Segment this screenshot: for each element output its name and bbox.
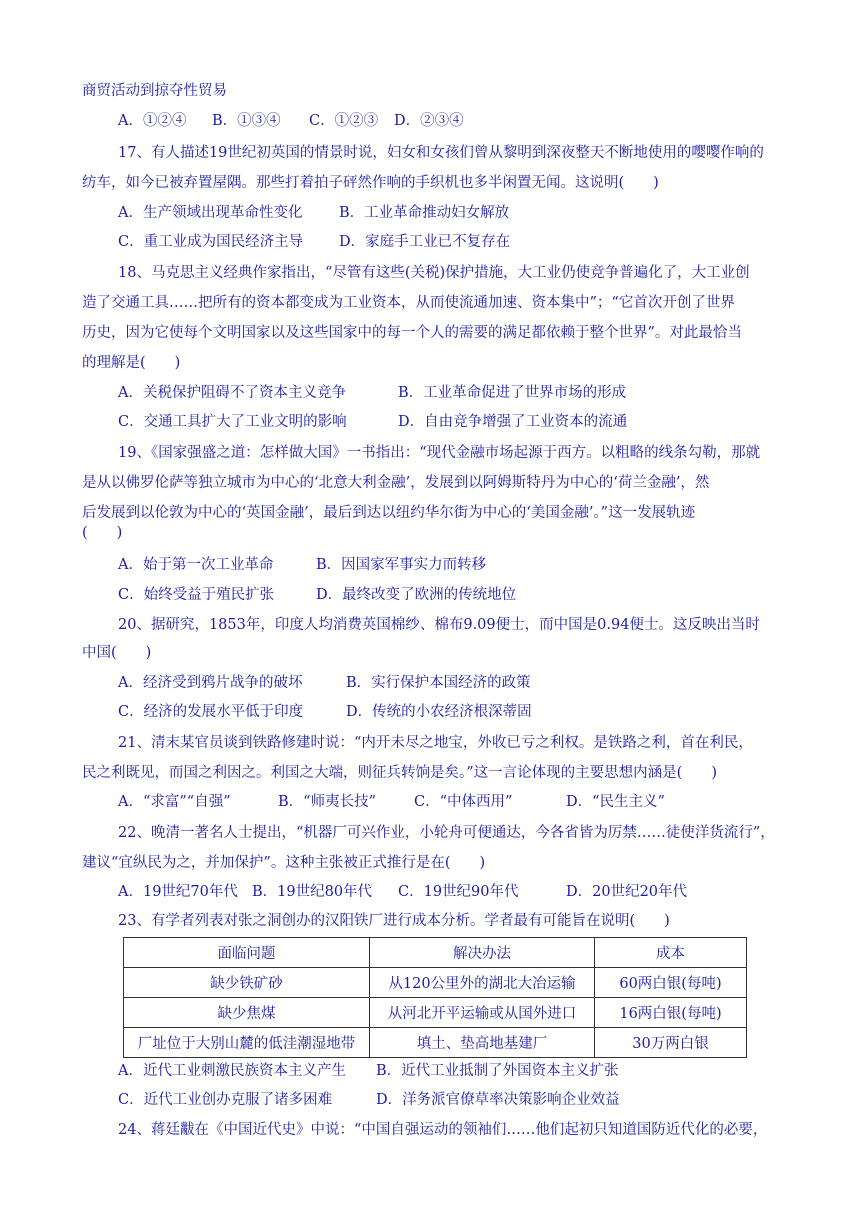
q23-option-c: C．近代工业创办克服了诸多困难 [118, 1092, 333, 1108]
q17-stem-line2: 纺车，如今已被弃置屋隅。那些打着拍子砰然作响的手织机也多半闲置无闻。这说明( ) [82, 175, 659, 191]
table-cell: 从河北开平运输或从国外进口 [370, 998, 595, 1028]
table-cell: 16两白银(每吨) [595, 998, 747, 1028]
table-row [124, 1028, 747, 1058]
q19-stem-line2: 是从以佛罗伦萨等独立城市为中心的‘北意大利金融’，发展到以阿姆斯特丹为中心的‘荷兰金融’，然 [82, 475, 710, 491]
q22-option-d: D．20世纪20年代 [566, 884, 688, 900]
q17-stem-line1: 17、有人描述19世纪初英国的情景时说，妇女和女孩们曾从黎明到深夜整天不断地使用的嘤嘤作响的 [118, 145, 764, 161]
q17-option-c: C．重工业成为国民经济主导 [118, 234, 304, 250]
q19-option-b: B．因国家军事实力而转移 [316, 557, 487, 573]
q21-option-d: D．“民生主义” [566, 794, 665, 810]
q22-option-c: C．19世纪90年代 [398, 884, 519, 900]
q22-option-a: A．19世纪70年代 [118, 884, 238, 900]
q19-stem-line1: 19、《国家强盛之道：怎样做大国》一书指出：“现代金融市场起源于西方。以粗略的线条勾勒，那就 [118, 445, 761, 461]
table-cell: 60两白银(每吨) [595, 968, 747, 998]
q22-option-b: B．19世纪80年代 [252, 884, 373, 900]
q23-stem-line1: 23、有学者列表对张之洞创办的汉阳铁厂进行成本分析。学者最有可能旨在说明( ) [118, 913, 670, 929]
table-cell: 缺少铁矿砂 [124, 968, 370, 998]
table-cell: 缺少焦煤 [124, 998, 370, 1028]
q22-stem-line1: 22、晚清一著名人士提出，“机器厂可兴作业，小轮舟可便通达，今各省皆为厉禁……徒使洋货流行”， [118, 825, 775, 841]
q17-option-a: A．生产领域出现革命性变化 [118, 205, 303, 221]
q16-option-d: D．②③④ [394, 113, 464, 129]
q20-option-a: A．经济受到鸦片战争的破坏 [118, 675, 303, 691]
table-header-row [124, 938, 747, 968]
q16-option-a: A．①②④ [118, 113, 187, 129]
q21-stem-line2: 民之利既见，而国之利因之。利国之大端，则征兵转饷是矣。”这一言论体现的主要思想内涵是( ) [82, 765, 717, 781]
table-row [124, 998, 747, 1028]
table-header-cell: 成本 [595, 938, 747, 968]
cost-analysis-table [123, 937, 747, 1058]
q18-stem-line4: 的理解是( ) [82, 355, 181, 371]
q20-stem-line1: 20、据研究，1853年，印度人均消费英国棉纱、棉布9.09便士，而中国是0.94便士。这反映出当时 [118, 617, 760, 633]
q19-option-d: D．最终改变了欧洲的传统地位 [316, 587, 517, 603]
q17-option-d: D．家庭手工业已不复存在 [339, 234, 511, 250]
q23-option-b: B．近代工业抵制了外国资本主义扩张 [376, 1063, 619, 1079]
q18-stem-line3: 历史，因为它使每个文明国家以及这些国家中的每一个人的需要的满足都依赖于整个世界”。对此最恰当 [82, 325, 742, 341]
q16-option-c: C．①②③ [309, 113, 379, 129]
table-header-cell: 面临问题 [124, 938, 370, 968]
q24-stem-line1: 24、蒋廷黻在《中国近代史》中说：“中国自强运动的领袖们……他们起初只知道国防近代化的必要， [118, 1122, 768, 1138]
q19-stem-line4: ( ) [82, 525, 123, 541]
q18-stem-line1: 18、马克思主义经典作家指出，“尽管有这些(关税)保护措施，大工业仍使竞争普遍化了，大工业创 [118, 265, 750, 281]
q21-option-a: A．“求富”“自强” [118, 794, 231, 810]
table-cell: 从120公里外的湖北大冶运输 [370, 968, 595, 998]
q22-stem-line2: 建议“宜纵民为之，并加保护”。这种主张被正式推行是在( ) [82, 855, 486, 871]
q18-option-c: C．交通工具扩大了工业文明的影响 [118, 414, 347, 430]
q20-option-b: B．实行保护本国经济的政策 [346, 675, 531, 691]
q21-option-c: C．“中体西用” [414, 794, 513, 810]
q16-stem-tail: 商贸活动到掠夺性贸易 [82, 83, 227, 99]
q20-stem-line2: 中国( ) [82, 645, 152, 661]
table-row [124, 968, 747, 998]
q20-option-d: D．传统的小农经济根深蒂固 [346, 704, 532, 720]
q21-stem-line1: 21、清末某官员谈到铁路修建时说：“内开未尽之地宝，外收已亏之利权。是铁路之利，首在利民， [118, 735, 753, 751]
table-cell: 厂址位于大别山麓的低洼潮湿地带 [124, 1028, 370, 1058]
q23-option-a: A．近代工业刺激民族资本主义产生 [118, 1063, 346, 1079]
q23-option-d: D．洋务派官僚草率决策影响企业效益 [376, 1092, 620, 1108]
q18-stem-line2: 造了交通工具……把所有的资本都变成为工业资本，从而使流通加速、资本集中”；“它首次开创了世界 [82, 295, 735, 311]
q16-option-b: B．①③④ [212, 113, 281, 129]
q18-option-a: A．关税保护阻碍不了资本主义竞争 [118, 385, 346, 401]
q21-option-b: B．“师夷长技” [278, 794, 376, 810]
table-cell: 填土、垫高地基建厂 [370, 1028, 595, 1058]
q19-option-a: A．始于第一次工业革命 [118, 557, 274, 573]
q17-option-b: B．工业革命推动妇女解放 [339, 205, 510, 221]
q19-stem-line3: 后发展到以伦敦为中心的‘英国金融’，最后到达以纽约华尔街为中心的‘美国金融’。”这一发展轨迹 [82, 505, 696, 521]
table-header-cell: 解决办法 [370, 938, 595, 968]
q18-option-d: D．自由竞争增强了工业资本的流通 [398, 414, 628, 430]
q19-option-c: C．始终受益于殖民扩张 [118, 587, 275, 603]
q20-option-c: C．经济的发展水平低于印度 [118, 704, 304, 720]
table-cell: 30万两白银 [595, 1028, 747, 1058]
q18-option-b: B．工业革命促进了世界市场的形成 [398, 385, 627, 401]
